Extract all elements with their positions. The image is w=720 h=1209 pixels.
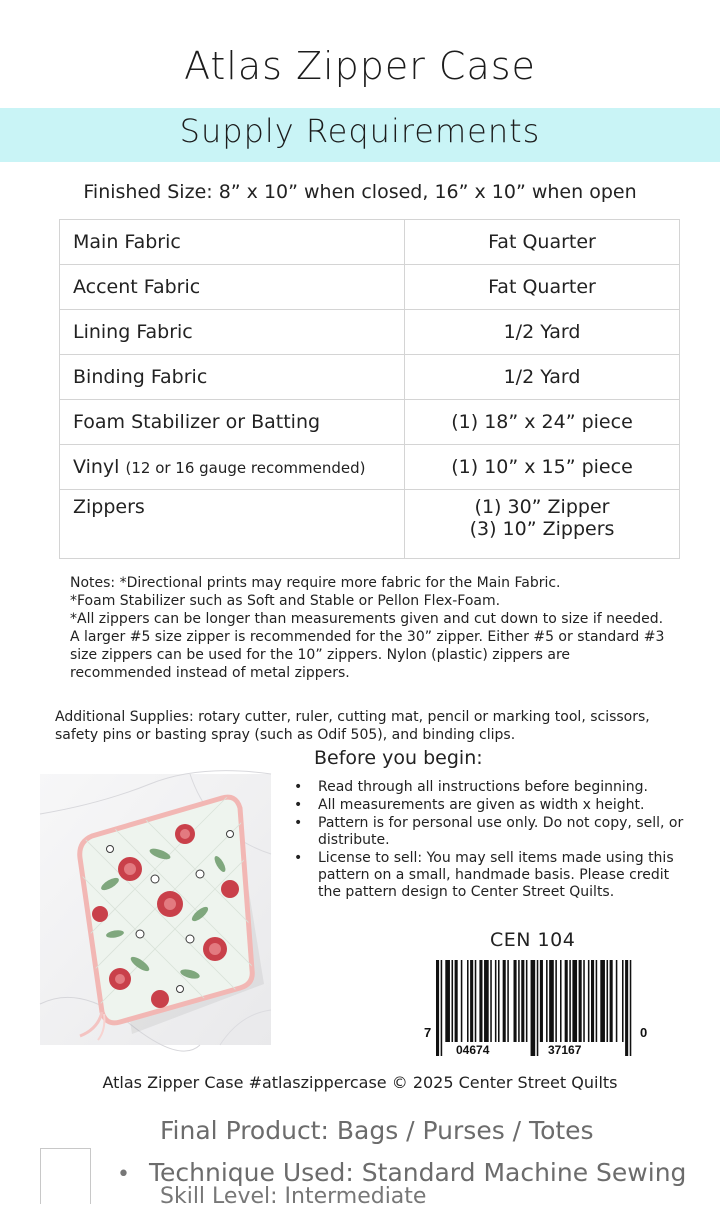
supply-item: Foam Stabilizer or Batting: [60, 400, 405, 445]
barcode-right-digit: 0: [640, 1025, 648, 1040]
barcode-bar: [600, 960, 605, 1042]
barcode-bar: [531, 960, 536, 1056]
table-row: [60, 355, 680, 400]
barcode-graphic: [420, 960, 656, 1058]
barcode-bar: [445, 960, 450, 1042]
barcode-bar: [625, 960, 628, 1056]
supply-amount: Fat Quarter: [405, 265, 680, 310]
barcode-bar: [560, 960, 562, 1042]
table-row: [60, 445, 680, 490]
barcode-bar: [537, 960, 539, 1056]
note-line: *All zippers can be longer than measurements given and cut down to size if needed. A larger #5 size zipper is recommended for the 30” zipper. Either #5 or standard #3 size zippers can be used for the 10” zippers. Nylon (plastic) zippers are recommended instead of metal zippers.: [70, 611, 665, 681]
barcode-bar: [588, 960, 590, 1042]
table-row: [60, 220, 680, 265]
supply-table: [59, 219, 680, 559]
list-item: • License to sell: You may sell items made using this pattern on a small, handmade basis. Please credit the pattern design to Center Street Quilts.: [294, 850, 684, 901]
footer-copyright: Atlas Zipper Case #atlaszippercase © 2025 Center Street Quilts: [102, 1073, 618, 1092]
barcode-bar: [452, 960, 454, 1042]
supply-amount: 1/2 Yard: [405, 310, 680, 355]
barcode-bar: [514, 960, 517, 1042]
barcode-bar: [490, 960, 492, 1042]
before-you-begin-list: [294, 779, 684, 902]
barcode-bar: [579, 960, 582, 1042]
barcode-bar: [436, 960, 439, 1056]
notes: [70, 574, 670, 682]
supply-amount: (1) 30” Zipper (3) 10” Zippers: [405, 490, 680, 559]
barcode-bar: [503, 960, 506, 1042]
table-row: [60, 400, 680, 445]
product-code: CEN 104: [490, 929, 576, 951]
listing-partial-line: Final Product: Bags / Purses / Totes: [160, 1116, 594, 1145]
supply-item: Main Fabric: [60, 220, 405, 265]
zipper-case-illustration: [40, 774, 271, 1045]
note-line: Notes: *Directional prints may require more fabric for the Main Fabric.: [70, 575, 561, 591]
barcode-bar: [569, 960, 571, 1042]
barcode-bar: [479, 960, 482, 1042]
barcode-bar: [495, 960, 497, 1042]
barcode-bar: [616, 960, 618, 1042]
barcode-bar: [470, 960, 473, 1042]
supply-item: Zippers: [60, 490, 405, 559]
barcode-bar: [484, 960, 489, 1042]
barcode-bar: [622, 960, 624, 1042]
list-item: • Pattern is for personal use only. Do not copy, sell, or distribute.: [294, 815, 684, 849]
list-item: • All measurements are given as width x height.: [294, 797, 684, 814]
barcode-bar: [521, 960, 524, 1042]
barcode-bar: [565, 960, 568, 1042]
barcode-bar: [498, 960, 500, 1042]
product-photo: [40, 774, 271, 1045]
listing-partial-bottom: Skill Level: Intermediate: [160, 1184, 427, 1209]
thumbnail-frame: [40, 1148, 91, 1204]
list-item: • Read through all instructions before beginning.: [294, 779, 684, 796]
barcode-bar: [467, 960, 469, 1042]
supply-amount-secondary: (3) 10” Zippers: [469, 518, 615, 540]
barcode-group-2: 37167: [548, 1043, 582, 1057]
additional-supplies: Additional Supplies: rotary cutter, ruler, cutting mat, pencil or marking tool, scissors, safety pins or basting spray (such as Odif 505), and binding clips.: [55, 709, 650, 743]
barcode-bar: [475, 960, 477, 1042]
supply-amount: (1) 18” x 24” piece: [405, 400, 680, 445]
barcode-bar: [518, 960, 520, 1042]
pattern-title: Atlas Zipper Case: [184, 44, 536, 88]
barcode-bar: [540, 960, 543, 1042]
barcode: [420, 960, 656, 1058]
supply-amount: (1) 10” x 15” piece: [405, 445, 680, 490]
barcode-bar: [455, 960, 458, 1042]
section-title: Supply Requirements: [179, 112, 541, 150]
barcode-bar: [572, 960, 577, 1042]
barcode-left-digit: 7: [424, 1025, 432, 1040]
barcode-group-1: 04674: [456, 1043, 490, 1057]
barcode-bar: [610, 960, 613, 1042]
supply-item: Binding Fabric: [60, 355, 405, 400]
barcode-bar: [441, 960, 443, 1056]
supply-item: Accent Fabric: [60, 265, 405, 310]
supply-amount: 1/2 Yard: [405, 355, 680, 400]
table-row: [60, 310, 680, 355]
supply-item-note: (12 or 16 gauge recommended): [125, 459, 366, 477]
barcode-bar: [555, 960, 557, 1042]
barcode-bar: [549, 960, 554, 1042]
table-row: [60, 490, 680, 559]
note-line: *Foam Stabilizer such as Soft and Stable or Pellon Flex-Foam.: [70, 593, 501, 609]
barcode-bar: [630, 960, 632, 1056]
listing-technique: • Technique Used: Standard Machine Sewing: [117, 1158, 687, 1187]
before-you-begin-heading: Before you begin:: [314, 747, 483, 769]
supply-item: Lining Fabric: [60, 310, 405, 355]
supply-item: Vinyl (12 or 16 gauge recommended): [60, 445, 405, 490]
bullet-dot: •: [117, 1162, 130, 1187]
barcode-bar: [591, 960, 594, 1042]
barcode-bar: [607, 960, 609, 1042]
table-row: [60, 265, 680, 310]
barcode-bar: [546, 960, 548, 1042]
barcode-bar: [583, 960, 585, 1042]
supply-amount: Fat Quarter: [405, 220, 680, 265]
barcode-bar: [461, 960, 463, 1042]
barcode-bar: [526, 960, 528, 1042]
finished-size: Finished Size: 8” x 10” when closed, 16” x 10” when open: [83, 181, 637, 203]
barcode-bar: [596, 960, 598, 1042]
barcode-bar: [507, 960, 509, 1042]
